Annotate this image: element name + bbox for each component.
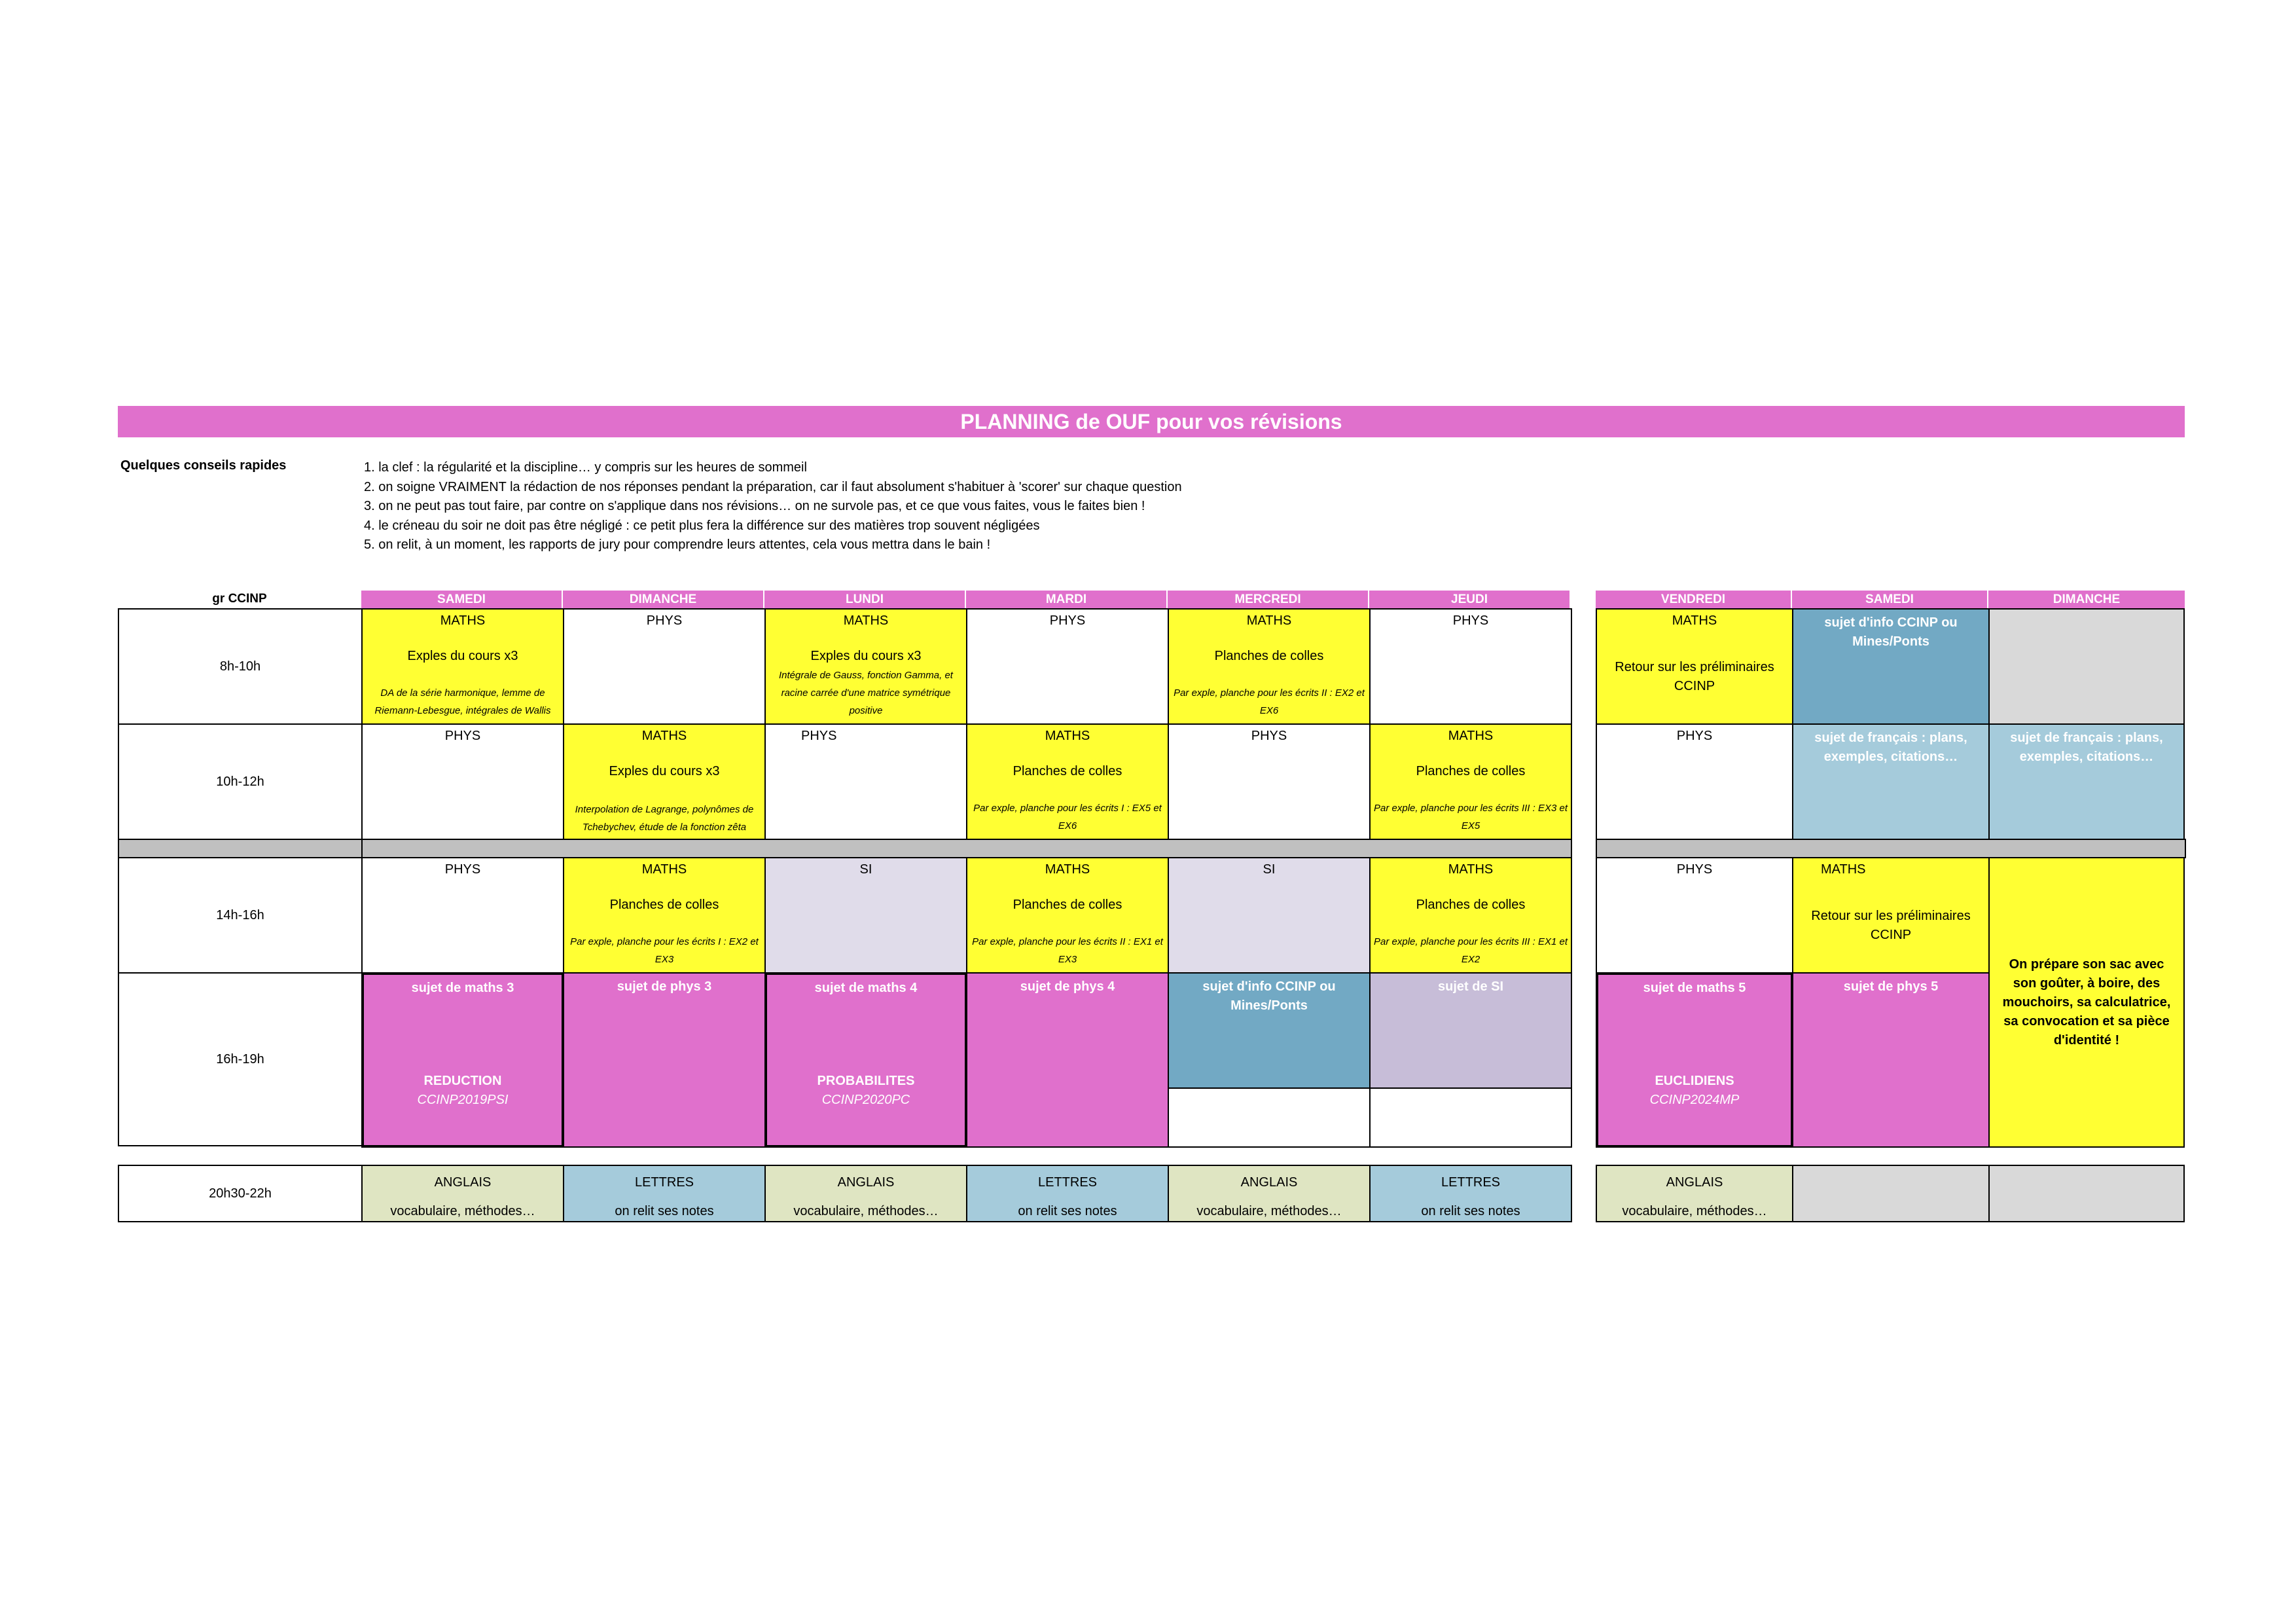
evening-subject: ANGLAIS bbox=[1240, 1175, 1298, 1190]
subject-label: MATHS bbox=[1821, 862, 1866, 877]
exam-topic: REDUCTION bbox=[423, 1074, 502, 1088]
page-title: PLANNING de OUF pour vos révisions bbox=[118, 406, 2185, 437]
subject-label: PHYS bbox=[1251, 729, 1287, 743]
slot-cell bbox=[563, 857, 766, 974]
evening-activity: on relit ses notes bbox=[1018, 1204, 1117, 1218]
exam-title: sujet de SI bbox=[1437, 979, 1504, 994]
evening-subject: LETTRES bbox=[1037, 1175, 1098, 1190]
activity-note: Par exple, planche pour les écrits III : EX1 et EX2 bbox=[1374, 936, 1568, 965]
slot-cell-empty bbox=[1988, 608, 2185, 725]
tip-item: 1. la clef : la régularité et la discipline… y compris sur les heures de sommeil bbox=[364, 460, 807, 475]
subject-label: MATHS bbox=[1045, 729, 1090, 743]
lunch-separator bbox=[118, 839, 363, 858]
activity-note: Interpolation de Lagrange, polynômes de Tchebychev, étude de la fonction zêta bbox=[575, 804, 754, 833]
subject-label: MATHS bbox=[641, 729, 687, 743]
slot-cell bbox=[1369, 608, 1572, 725]
subject-label: MATHS bbox=[1448, 729, 1494, 743]
subject-label: MATHS bbox=[641, 862, 687, 877]
slot-cell bbox=[1596, 857, 1793, 974]
activity-label: Retour sur les préliminaires CCINP bbox=[1615, 660, 1774, 693]
subject-label: MATHS bbox=[1045, 862, 1090, 877]
slot-cell bbox=[1596, 608, 1793, 725]
subject-label: SI bbox=[859, 862, 872, 877]
time-label: 14h-16h bbox=[118, 857, 363, 974]
slot-cell-empty bbox=[1369, 1087, 1572, 1148]
subject-label: MATHS bbox=[843, 613, 889, 628]
exam-topic: PROBABILITES bbox=[817, 1074, 915, 1088]
day-header-monday: LUNDI bbox=[764, 591, 966, 608]
activity-label: Exples du cours x3 bbox=[407, 649, 518, 663]
evening-subject: ANGLAIS bbox=[1666, 1175, 1723, 1190]
evening-cell bbox=[1369, 1165, 1572, 1222]
evening-subject: LETTRES bbox=[1441, 1175, 1501, 1190]
exam-cell bbox=[361, 972, 564, 1148]
subject-label: MATHS bbox=[1246, 613, 1292, 628]
time-label: 8h-10h bbox=[118, 608, 363, 725]
evening-activity: on relit ses notes bbox=[1421, 1204, 1520, 1218]
slot-cell bbox=[1792, 723, 1990, 840]
activity-note: Par exple, planche pour les écrits III : EX3 et EX5 bbox=[1374, 803, 1568, 831]
slot-cell bbox=[1168, 857, 1371, 974]
activity-label: Exples du cours x3 bbox=[609, 764, 720, 778]
evening-cell bbox=[1168, 1165, 1371, 1222]
day-header-thursday: JEUDI bbox=[1369, 591, 1571, 608]
time-label: 20h30-22h bbox=[118, 1165, 363, 1222]
exam-title: sujet de maths 4 bbox=[814, 981, 918, 995]
activity-label: Planches de colles bbox=[1013, 898, 1122, 912]
activity-label: sujet d'info CCINP ou Mines/Ponts bbox=[1824, 615, 1958, 649]
evening-cell bbox=[563, 1165, 766, 1222]
exam-title: sujet de phys 3 bbox=[617, 979, 712, 994]
exam-topic: EUCLIDIENS bbox=[1655, 1074, 1734, 1088]
activity-note: DA de la série harmonique, lemme de Riemann-Lebesgue, intégrales de Wallis bbox=[374, 687, 551, 716]
exam-reference: CCINP2019PSI bbox=[417, 1093, 509, 1107]
slot-cell bbox=[1596, 723, 1793, 840]
evening-activity: vocabulaire, méthodes… bbox=[1196, 1204, 1342, 1218]
slot-cell bbox=[966, 723, 1169, 840]
exam-title: sujet d'info CCINP ou Mines/Ponts bbox=[1202, 979, 1336, 1013]
exam-cell bbox=[1792, 972, 1990, 1148]
tips-label: Quelques conseils rapides bbox=[120, 458, 287, 473]
subject-label: PHYS bbox=[1049, 613, 1086, 628]
activity-label: Retour sur les préliminaires CCINP bbox=[1811, 909, 1971, 942]
exam-cell bbox=[1596, 972, 1793, 1148]
day-header-tuesday: MARDI bbox=[966, 591, 1168, 608]
activity-label: Planches de colles bbox=[609, 898, 719, 912]
evening-subject: ANGLAIS bbox=[434, 1175, 492, 1190]
evening-activity: vocabulaire, méthodes… bbox=[390, 1204, 535, 1218]
evening-cell bbox=[1596, 1165, 1793, 1222]
subject-label: PHYS bbox=[444, 862, 481, 877]
lunch-separator bbox=[361, 839, 1572, 858]
subject-label: MATHS bbox=[1448, 862, 1494, 877]
slot-cell bbox=[966, 857, 1169, 974]
subject-label: PHYS bbox=[1676, 729, 1713, 743]
slot-cell bbox=[563, 608, 766, 725]
slot-cell bbox=[1369, 723, 1572, 840]
exam-title: sujet de maths 3 bbox=[411, 981, 514, 995]
exam-cell bbox=[563, 972, 766, 1148]
activity-note: Par exple, planche pour les écrits II : EX1 et EX3 bbox=[972, 936, 1163, 965]
exam-day-reminder bbox=[1988, 857, 2185, 1148]
evening-activity: on relit ses notes bbox=[615, 1204, 714, 1218]
evening-cell bbox=[361, 1165, 564, 1222]
tip-item: 3. on ne peut pas tout faire, par contre on s'applique dans nos révisions… on ne survole pas, et ce que vous faites, vous le faites bien ! bbox=[364, 499, 1145, 513]
exam-cell bbox=[764, 972, 967, 1148]
evening-cell-empty bbox=[1988, 1165, 2185, 1222]
activity-note: Par exple, planche pour les écrits I : EX2 et EX3 bbox=[570, 936, 759, 965]
slot-cell bbox=[1168, 723, 1371, 840]
exam-cell bbox=[1369, 972, 1572, 1089]
day-header-saturday-2: SAMEDI bbox=[1792, 591, 1988, 608]
day-header-friday: VENDREDI bbox=[1596, 591, 1792, 608]
activity-label: Planches de colles bbox=[1013, 764, 1122, 778]
activity-label: Planches de colles bbox=[1416, 898, 1526, 912]
tip-item: 5. on relit, à un moment, les rapports de jury pour comprendre leurs attentes, cela vous mettra dans le bain ! bbox=[364, 538, 991, 552]
activity-label: Planches de colles bbox=[1416, 764, 1526, 778]
slot-cell bbox=[1988, 723, 2185, 840]
tip-item: 4. le créneau du soir ne doit pas être négligé : ce petit plus fera la différence sur des matières trop souvent négligées bbox=[364, 518, 1040, 533]
evening-cell bbox=[764, 1165, 967, 1222]
evening-subject: ANGLAIS bbox=[837, 1175, 895, 1190]
evening-activity: vocabulaire, méthodes… bbox=[1622, 1204, 1767, 1218]
exam-title: sujet de maths 5 bbox=[1643, 981, 1746, 995]
time-label: 16h-19h bbox=[118, 972, 363, 1146]
subject-label: PHYS bbox=[801, 729, 837, 743]
evening-cell-empty bbox=[1792, 1165, 1990, 1222]
slot-cell bbox=[1369, 857, 1572, 974]
slot-cell bbox=[764, 723, 967, 840]
tip-item: 2. on soigne VRAIMENT la rédaction de nos réponses pendant la préparation, car il faut absolument s'habituer à 'scorer' sur chaque question bbox=[364, 479, 1182, 494]
day-header-saturday: SAMEDI bbox=[361, 591, 563, 608]
slot-cell bbox=[764, 608, 967, 725]
subject-label: PHYS bbox=[1452, 613, 1489, 628]
exam-reference: CCINP2020PC bbox=[821, 1093, 910, 1107]
slot-cell bbox=[361, 857, 564, 974]
slot-cell bbox=[1792, 857, 1990, 974]
exam-cell bbox=[1168, 972, 1371, 1089]
exam-reference: CCINP2024MP bbox=[1649, 1093, 1740, 1107]
day-header-wednesday: MERCREDI bbox=[1168, 591, 1369, 608]
exam-day-reminder-text: On prépare son sac avec son goûter, à boire, des mouchoirs, sa calculatrice, sa convocation et sa pièce d'identité ! bbox=[2002, 957, 2171, 1048]
exam-cell bbox=[966, 972, 1169, 1148]
activity-label: Exples du cours x3 bbox=[810, 649, 922, 663]
slot-cell-empty bbox=[1168, 1087, 1371, 1148]
slot-cell bbox=[1792, 608, 1990, 725]
evening-cell bbox=[966, 1165, 1169, 1222]
evening-activity: vocabulaire, méthodes… bbox=[793, 1204, 939, 1218]
activity-label: sujet de français : plans, exemples, citations… bbox=[1814, 731, 1967, 764]
slot-cell bbox=[563, 723, 766, 840]
slot-cell bbox=[966, 608, 1169, 725]
exam-title: sujet de phys 4 bbox=[1020, 979, 1115, 994]
slot-cell bbox=[361, 608, 564, 725]
group-label: gr CCINP bbox=[212, 592, 267, 606]
activity-note: Intégrale de Gauss, fonction Gamma, et racine carrée d'une matrice symétrique positive bbox=[779, 670, 953, 716]
activity-label: sujet de français : plans, exemples, citations… bbox=[2010, 731, 2163, 764]
subject-label: SI bbox=[1263, 862, 1276, 877]
subject-label: PHYS bbox=[1676, 862, 1713, 877]
subject-label: PHYS bbox=[646, 613, 683, 628]
exam-title: sujet de phys 5 bbox=[1843, 979, 1939, 994]
slot-cell bbox=[361, 723, 564, 840]
activity-note: Par exple, planche pour les écrits I : EX5 et EX6 bbox=[973, 803, 1162, 831]
activity-label: Planches de colles bbox=[1214, 649, 1324, 663]
subject-label: MATHS bbox=[440, 613, 486, 628]
subject-label: PHYS bbox=[444, 729, 481, 743]
day-header-sunday-2: DIMANCHE bbox=[1988, 591, 2185, 608]
lunch-separator bbox=[1596, 839, 2186, 858]
tips-list bbox=[364, 458, 1182, 555]
subject-label: MATHS bbox=[1672, 613, 1717, 628]
time-label: 10h-12h bbox=[118, 723, 363, 840]
slot-cell bbox=[764, 857, 967, 974]
day-header-sunday: DIMANCHE bbox=[563, 591, 764, 608]
evening-subject: LETTRES bbox=[634, 1175, 694, 1190]
slot-cell bbox=[1168, 608, 1371, 725]
activity-note: Par exple, planche pour les écrits II : EX2 et EX6 bbox=[1174, 687, 1365, 716]
